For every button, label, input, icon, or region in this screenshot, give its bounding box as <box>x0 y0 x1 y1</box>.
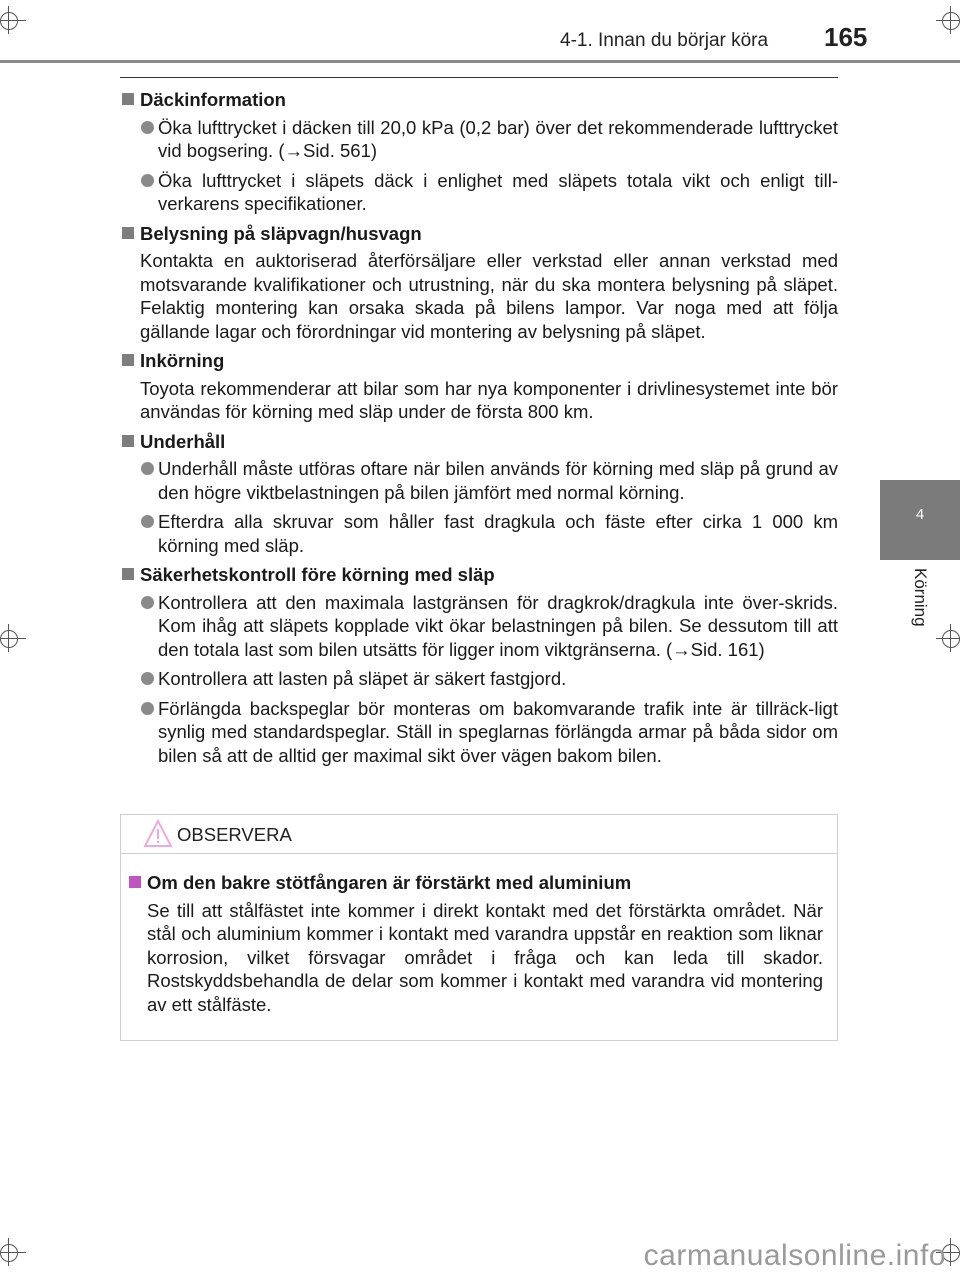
list-item-text: Kontrollera att den maximala lastgränsen för dragkrok/dragkula inte över-skrids. Kom ihåg att släpets kopplade vikt ökar belastningen på bilen. Se dessutom till att den totala last som bilen utsätts för ligger inom viktgränserna. (→Sid. 161) <box>158 591 838 660</box>
list-item <box>120 169 838 216</box>
square-bullet-icon <box>129 876 141 888</box>
notice-heading <box>127 871 823 895</box>
section-heading-text: Säkerhetskontroll före körning med släp <box>140 564 495 585</box>
notice-heading-text: Om den bakre stötfångaren är förstärkt med aluminium <box>147 872 632 893</box>
section-title: 4-1. Innan du börjar köra <box>560 30 769 51</box>
list-item <box>120 591 838 662</box>
section-heading-belysning <box>120 222 838 246</box>
square-bullet-icon <box>122 435 134 447</box>
round-bullet-icon <box>141 174 154 187</box>
round-bullet-icon <box>141 515 154 528</box>
notice-box <box>120 814 838 1041</box>
chapter-number: 4 <box>915 506 925 523</box>
square-bullet-icon <box>122 354 134 366</box>
list-item-text: Förlängda backspeglar bör monteras om bakomvarande trafik inte är tillräck-ligt synlig med standardspeglar. Ställ in speglarnas förlängda armar på båda sidor om bilen så att de alltid ger maximal sikt över vägen bakom bilen. <box>158 697 838 766</box>
crop-mark-top-left <box>0 0 30 40</box>
chapter-label-text: Körning <box>911 568 930 627</box>
list-item-text: Öka lufttrycket i släpets däck i enlighet med släpets totala vikt och enligt till-verkarens specifikationer. <box>158 169 838 214</box>
list-item <box>120 457 838 504</box>
crop-mark-bottom-left <box>0 1232 30 1272</box>
round-bullet-icon <box>141 672 154 685</box>
notice-body <box>127 871 823 1022</box>
round-bullet-icon <box>141 121 154 134</box>
notice-header <box>121 815 837 854</box>
chapter-label <box>880 560 960 660</box>
paragraph-inkorning: Toyota rekommenderar att bilar som har nya komponenter i drivlinesystemet inte bör användas för körning med släp under de första 800 km. <box>140 377 838 422</box>
round-bullet-icon <box>141 462 154 475</box>
header-rule <box>0 60 960 63</box>
section-heading-text: Inkörning <box>140 350 225 371</box>
list-item <box>120 667 838 691</box>
round-bullet-icon <box>141 596 154 609</box>
list-item-text: Kontrollera att lasten på släpet är säkert fastgjord. <box>158 668 567 689</box>
page-number: 165 <box>824 22 868 52</box>
square-bullet-icon <box>122 93 134 105</box>
section-heading-text: Däckinformation <box>140 89 286 110</box>
crop-mark-top-right <box>932 0 960 40</box>
section-heading-underhall <box>120 430 838 454</box>
notice-paragraph: Se till att stålfästet inte kommer i direkt kontakt med det förstärkta området. När stål och aluminium kommer i kontakt med varandra uppstår en reaktion som liknar korrosion, vilket försvagar området i fråga och kan leda till skador. Rostskyddsbehandla de delar som kommer i kontakt med varandra vid montering av ett stålfäste. <box>147 899 823 1015</box>
list-item <box>120 510 838 557</box>
chapter-tab[interactable] <box>880 480 960 560</box>
notice-label: OBSERVERA <box>177 824 292 845</box>
round-bullet-icon <box>141 702 154 715</box>
warning-triangle-icon <box>143 819 173 849</box>
list-item <box>120 697 838 768</box>
list-item-text: Öka lufttrycket i däcken till 20,0 kPa (0,2 bar) över det rekommenderade lufttrycket vid bogsering. (→Sid. 561) <box>158 116 838 161</box>
section-heading-inkorning <box>120 349 838 373</box>
main-content <box>120 88 838 773</box>
square-bullet-icon <box>122 227 134 239</box>
paragraph-belysning: Kontakta en auktoriserad återförsäljare eller verkstad eller annan verkstad med motsvarande kvalifikationer och utrustning, när du ska montera belysning på släpet. Felaktig montering kan orsaka skada på bilens lampor. Var noga med att följa gällande lagar och förordningar vid montering av belysning på släpet. <box>140 250 838 342</box>
list-item-text: Efterdra alla skruvar som håller fast dragkula och fäste efter cirka 1 000 km körning med släp. <box>158 511 838 556</box>
square-bullet-icon <box>122 568 134 580</box>
section-heading-text: Underhåll <box>140 430 226 452</box>
section-heading-text: Belysning på släpvagn/husvagn <box>140 222 422 244</box>
list-item <box>120 116 838 163</box>
section-heading-sakerhetskontroll <box>120 563 838 587</box>
list-item-text: Underhåll måste utföras oftare när bilen används för körning med släp på grund av den högre viktbelastningen på bilen jämfört med normal körning. <box>158 458 838 503</box>
watermark: carmanualsonline.info <box>643 1239 946 1272</box>
section-heading-dackinformation <box>120 88 838 112</box>
content-top-rule <box>120 77 838 78</box>
crop-mark-mid-left <box>0 618 30 658</box>
